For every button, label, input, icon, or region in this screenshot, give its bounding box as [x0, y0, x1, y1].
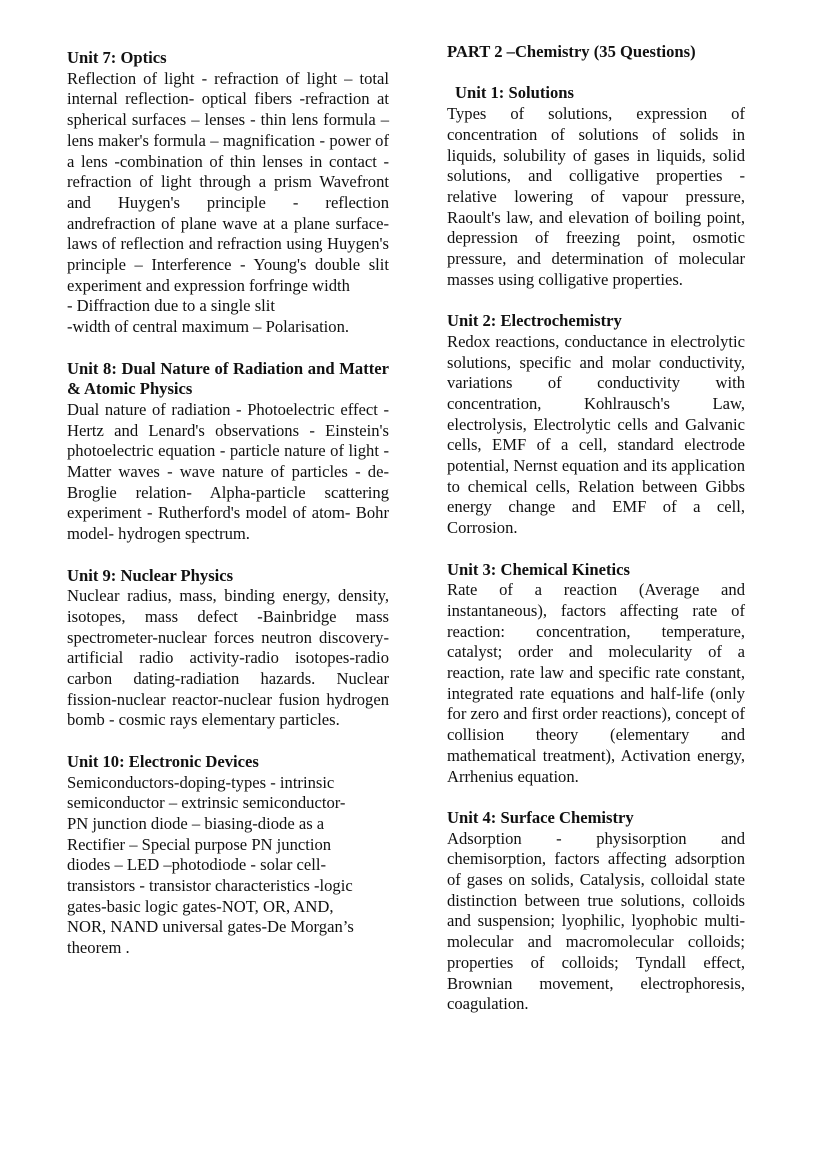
unit-7-body: Reflection of light - refraction of light – total internal reflection- optical fibers -refraction at spherical surfaces – lenses - thin lens formula – lens maker's formula – magnification - power of a lens -combination of thin lenses in contact - refraction of light through a prism Wavefront and Huygen's principle - reflection andrefraction of plane wave at a plane surface- laws of reflection and refraction using Huygen's principle – Interference - Young's double slit experiment and expression forfringe width	[67, 68, 389, 295]
chem-unit-1-heading: Unit 1: Solutions	[455, 83, 574, 103]
unit-10-body	[67, 773, 389, 959]
chem-unit-3-heading: Unit 3: Chemical Kinetics	[447, 559, 630, 579]
chem-unit-3-body: Rate of a reaction (Average and instantaneous), factors affecting rate of reaction: concentration, temperature, catalyst; order and molecularity of a reaction, rate law and specific rate constant, integrated rate equations and half-life (only for zero and first order reactions), concept of collision theory (elementary and mathematical treatment), Activation energy, Arrhenius equation.	[447, 580, 745, 786]
unit-10-line: theorem .	[67, 938, 130, 958]
chem-unit-4-section	[447, 808, 745, 1015]
unit-10-line: gates-basic logic gates-NOT, OR, AND,	[67, 896, 334, 916]
unit-10-line: semiconductor – extrinsic semiconductor-	[67, 793, 346, 813]
unit-10-heading: Unit 10: Electronic Devices	[67, 751, 259, 771]
part-title: PART 2 –Chemistry (35 Questions)	[447, 42, 696, 61]
unit-8-section	[67, 359, 389, 545]
unit-8-heading: Unit 8: Dual Nature of Radiation and Matter & Atomic Physics	[67, 358, 389, 399]
unit-10-line: Rectifier – Special purpose PN junction	[67, 834, 332, 854]
unit-10-line: transistors - transistor characteristics -logic	[67, 876, 353, 896]
unit-9-heading: Unit 9: Nuclear Physics	[67, 565, 234, 585]
unit-10-section	[67, 752, 389, 959]
chem-unit-4-body: Adsorption - physisorption and chemisorption, factors affecting adsorption of gases on solids, Catalysis, colloidal state distinction between true solutions, colloids and suspension; lyophilic, lyophobic multi-molecular and macromolecular colloids; properties of colloids; Tyndall effect, Brownian movement, electrophoresis, coagulation.	[447, 828, 745, 1014]
unit-7-heading: Unit 7: Optics	[67, 48, 167, 67]
unit-8-body: Dual nature of radiation - Photoelectric effect - Hertz and Lenard's observations - Einstein's photoelectric equation - particle nature of light - Matter waves - wave nature of particles - de-Broglie relation- Alpha-particle scattering experiment - Rutherford's model of atom- Bohr model- hydrogen spectrum.	[67, 399, 389, 544]
chem-unit-1-body: Types of solutions, expression of concentration of solutions of solids in liquids, solubility of gases in liquids, solid solutions, and colligative properties - relative lowering of vapour pressure, Raoult's law, and elevation of boiling point, depression of freezing point, osmotic pressure, and determination of molecular masses using colligative properties.	[447, 104, 745, 289]
chem-unit-2-section	[447, 311, 745, 539]
unit-10-line: NOR, NAND universal gates-De Morgan’s	[67, 917, 354, 937]
chem-unit-3-section	[447, 560, 745, 788]
unit-9-section	[67, 566, 389, 732]
left-column	[67, 48, 389, 980]
unit-10-line: diodes – LED –photodiode - solar cell-	[67, 855, 326, 875]
chem-unit-1-section	[447, 83, 745, 290]
unit-7-section	[67, 48, 389, 338]
chem-unit-2-heading: Unit 2: Electrochemistry	[447, 311, 622, 331]
unit-10-line: Semiconductors-doping-types - intrinsic	[67, 772, 335, 792]
unit-7-extra-line-2: -width of central maximum – Polarisation.	[67, 317, 350, 337]
unit-9-body: Nuclear radius, mass, binding energy, density, isotopes, mass defect -Bainbridge mass spectrometer-nuclear forces neutron discovery-artificial radio activity-radio isotopes-radio carbon dating-radiation hazards. Nuclear fission-nuclear reactor-nuclear fusion hydrogen bomb - cosmic rays elementary particles.	[67, 586, 389, 730]
right-column	[447, 42, 745, 1036]
chem-unit-2-body: Redox reactions, conductance in electrolytic solutions, specific and molar conductivity, variations of conductivity with concentration, Kohlrausch's Law, electrolysis, Electrolytic cells and Galvanic cells, EMF of a cell, standard electrode potential, Nernst equation and its application to chemical cells, Relation between Gibbs energy change and EMF of a cell, Corrosion.	[447, 331, 745, 538]
unit-7-extra-line-1: - Diffraction due to a single slit	[67, 296, 275, 316]
chem-unit-4-heading: Unit 4: Surface Chemistry	[447, 807, 634, 827]
unit-10-line: PN junction diode – biasing-diode as a	[67, 813, 325, 833]
